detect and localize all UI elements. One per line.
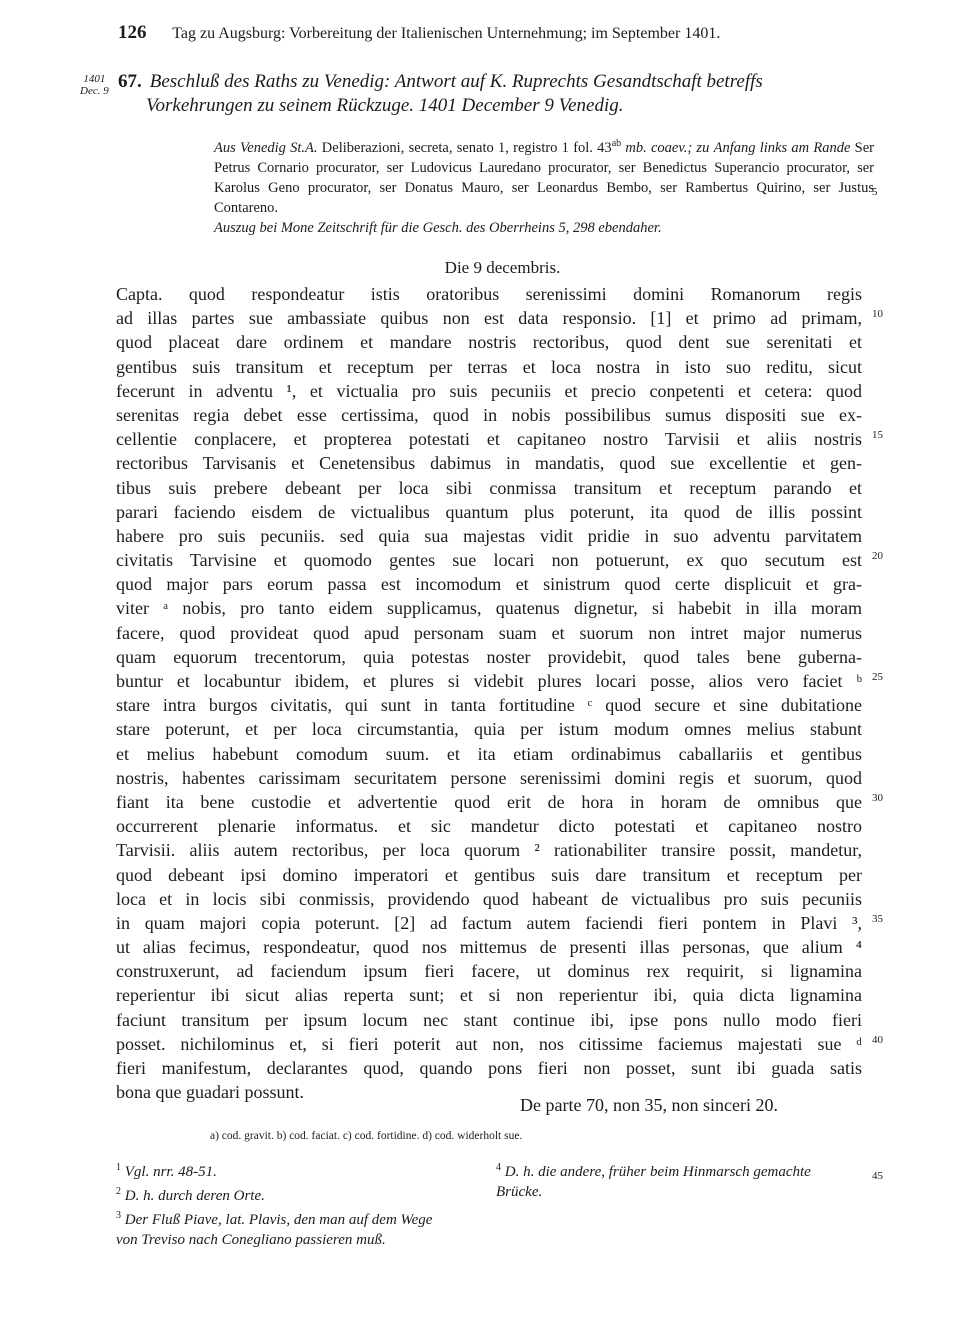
- body-line: loca et in locis sibi conmissis, providendo quod habeant de victualibus pro suis pecuniis: [116, 888, 862, 909]
- body-line: occurrerent plenarie informatus. et sic mandetur dicto potestati et capitaneo nostro: [116, 816, 862, 837]
- source-archive: Aus Venedig St.A.: [214, 139, 318, 156]
- body-line: fieri manifestum, declarantes quod, quando pons fieri non posset, sunt ibi guada satis: [116, 1058, 862, 1078]
- body-line: serenitas regia debet esse certissima, quod in nobis possibilibus sumus dispositi sue ex-: [116, 404, 862, 425]
- body-line: stare intra burgos civitatis, qui sunt in tanta fortitudine ᶜ quod secure et sine dubitatione: [116, 695, 862, 716]
- footnote-number: 2: [116, 1186, 121, 1197]
- body-line: quod placeat dare ordinem et mandare nostris rectoribus, quod dent sue serenitati et: [116, 332, 862, 353]
- margin-date: [80, 73, 109, 97]
- margin-date-year: 1401: [83, 73, 106, 85]
- footnote-number: 3: [116, 1210, 121, 1221]
- document-title: [118, 70, 878, 118]
- body-line: Tarvisii. aliis autem rectoribus, per loca quorum ² rationabiliter transire possit, mandetur,: [116, 840, 862, 861]
- footnote-number: 1: [116, 1162, 121, 1173]
- body-line: construxerunt, ad faciendum ipsum fieri facere, ut dominus rex requirit, si lignamina: [116, 961, 862, 982]
- source-note: [214, 134, 874, 238]
- body-line: bona que guadari possunt.: [116, 1082, 304, 1103]
- body-line: ad illas partes sue ambassiate quibus non est data responsio. [1] et primo ad primam,: [116, 308, 862, 329]
- line-number: 30: [872, 792, 883, 804]
- footnote: [116, 1158, 436, 1182]
- body-line: Capta. quod respondeatur istis oratoribus serenissimi domini Romanorum regis: [116, 284, 862, 304]
- footnote: [116, 1182, 436, 1206]
- line-number: 5: [872, 186, 878, 198]
- document-body: [116, 282, 862, 1104]
- source-note-it: mb. coaev.; zu: [621, 139, 710, 156]
- body-line: fecerunt in adventu ¹, et victualia pro suis pecuniis et precio conpetenti et cetera: quod: [116, 380, 862, 401]
- body-line: fiant ita bene custodie et advertentie quod erit de hora in horam de omnibus que: [116, 791, 862, 812]
- line-number: 40: [872, 1034, 883, 1046]
- source-register: Deliberazioni, secreta, senato 1, registro 1 fol. 43: [317, 139, 612, 156]
- body-line: buntur et locabuntur ibidem, et plures si videbit plures locari posse, alios vero faciet ᵇ: [116, 671, 862, 691]
- source-names: Ser Petrus Cornario procurator, ser Ludovicus Lauredano procurator, ser Benedictus Superancio procurator, ser Karolus Geno procurator, ser Donatus Mauro, ser Leonardus Bembo, ser Rambertus Quirino, ser Justus Contareno.: [214, 139, 874, 216]
- source-excerpt: Auszug bei Mone Zeitschrift für die Gesch. des Oberrheins 5, 298 ebendaher.: [214, 219, 662, 236]
- body-line: quod debeant ipsi domino imperatori et gentibus suis dare transitum et receptum per: [116, 864, 862, 885]
- body-line: civitatis Tarvisine et quomodo gentes sue locari non potuerunt, ex quo secutum est: [116, 550, 862, 571]
- footnote-text: Vgl. nrr. 48-51.: [124, 1164, 217, 1180]
- body-line: cellentie conplacere, et propterea potestati et capitaneo nostro Tarvisii et aliis nostris: [116, 429, 862, 450]
- footnote-text: Der Fluß Piave, lat. Plavis, den man auf dem Wege von Treviso nach Conegliano passieren muß.: [116, 1212, 433, 1248]
- line-number: 45: [872, 1170, 883, 1182]
- line-number: 20: [872, 550, 883, 562]
- running-header: [118, 22, 878, 44]
- margin-date-day: Dec. 9: [80, 85, 109, 97]
- line-number: 35: [872, 913, 883, 925]
- line-number: 25: [872, 671, 883, 683]
- body-line: parari faciendo eisdem de victualibus quantum plus poterunt, ita quod de illis possint: [116, 501, 862, 522]
- body-line: quod major pars eorum passa est incomodum et sinistrum quod certe displicuit et gra-: [116, 574, 862, 595]
- running-title: Tag zu Augsburg: Vorbereitung der Italienischen Unternehmung; im September 1401.: [172, 25, 721, 42]
- body-line: viter ᵃ nobis, pro tanto eidem supplicamus, quatenus dignetur, si habebit in illa moram: [116, 598, 862, 619]
- body-line: et melius habebunt comodum suum. et ita etiam ordinabimus caballariis et gentibus: [116, 743, 862, 764]
- body-line: posset. nichilominus et, si fieri poterit aut non, nos citissime faciemus majestati sue ᵈ: [116, 1033, 862, 1054]
- document-number: 67.: [118, 71, 142, 92]
- body-line: facere, quod provideat quod apud personam suam et suorum non intret major numerus: [116, 622, 862, 643]
- footnote-text: D. h. durch deren Orte.: [124, 1188, 265, 1204]
- body-line: stare poterunt, et per loca circumstantia, quia per istum modum omnes melius stabunt: [116, 719, 862, 740]
- body-line: habere pro suis pecuniis. sed quia sua majestas vidit pridie in suo adventu parvitatem: [116, 525, 862, 546]
- line-number: 10: [872, 308, 883, 320]
- dateline: Die 9 decembris.: [444, 258, 561, 277]
- body-line: in quam majori copia poterunt. [2] ad factum autem faciendi fieri pontem in Plavi ³,: [116, 912, 862, 933]
- source-folio-sup: ab: [611, 138, 622, 149]
- footnote: [496, 1158, 856, 1202]
- body-line: faciunt transitum per ipsum locum nec stant continue ibi, ipse pons nullo modo fieri: [116, 1009, 862, 1030]
- body-line: quam equorum trecentorum, quia potestas noster providebit, quod tales bene guberna-: [116, 646, 862, 667]
- body-line: reperientur ibi sicut alias reperta sunt; et si non reperientur ibi, quia dicta lignamina: [116, 985, 862, 1006]
- source-margin-note: Anfang links am Rande: [713, 139, 851, 156]
- page-number: 126: [118, 22, 147, 43]
- title-line-1: Beschluß des Raths zu Venedig: Antwort auf K. Ruprechts Gesandtschaft betreffs: [149, 71, 763, 92]
- footnote: [116, 1206, 436, 1250]
- source-paragraph: [214, 134, 874, 218]
- title-line-2: Vorkehrungen zu seinem Rückzuge. 1401 December 9 Venedig.: [146, 95, 624, 116]
- footnotes-left: [116, 1158, 436, 1250]
- body-line: tibus suis prebere debeant per loca sibi conmissa transitum et receptum parando et: [116, 477, 862, 498]
- body-line: nostris, habentes carissimam securitatem persone serenissimi domini regis et suorum, quod: [116, 767, 862, 788]
- body-line: gentibus suis transitum et receptum per terras et loca nostra in isto suo reditu, sicut: [116, 356, 862, 377]
- body-line: ut alias fecimus, respondeatur, quod nos mittemus de presenti illas personas, que alium ⁴: [116, 937, 862, 958]
- body-line: rectoribus Tarvisanis et Cenetensibus dabimus in mandatis, quod sue excellentie et gen-: [116, 453, 862, 474]
- line-number: 15: [872, 429, 883, 441]
- footnotes-right: [496, 1158, 856, 1202]
- critical-apparatus: a) cod. gravit. b) cod. faciat. c) cod. fortidine. d) cod. widerholt sue.: [210, 1130, 523, 1142]
- footnote-text: D. h. die andere, früher beim Hinmarsch gemachte Brücke.: [496, 1164, 811, 1200]
- footnote-number: 4: [496, 1162, 501, 1173]
- vote-result: De parte 70, non 35, non sinceri 20.: [520, 1095, 778, 1115]
